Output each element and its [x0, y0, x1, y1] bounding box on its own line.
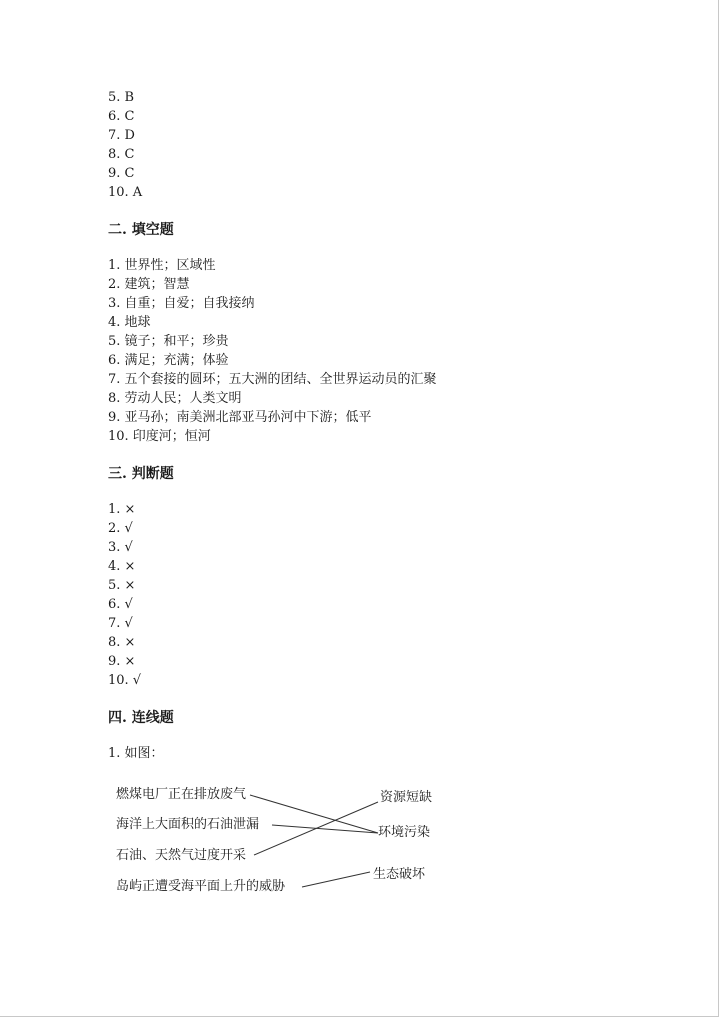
answer-line: 2. 建筑；智慧	[108, 277, 190, 292]
answer-line: 4. ×	[108, 559, 136, 574]
answer-line: 3. √	[108, 540, 133, 555]
connection-line	[250, 795, 378, 833]
answer-line: 1. ×	[108, 502, 136, 517]
answer-line: 3. 自重；自爱；自我接纳	[108, 296, 255, 311]
answer-line: 8. C	[108, 147, 135, 162]
left-item: 岛屿正遭受海平面上升的威胁	[116, 879, 286, 894]
matching-intro: 1. 如图：	[108, 746, 164, 761]
left-item: 石油、天然气过度开采	[116, 848, 247, 863]
right-item: 资源短缺	[380, 790, 433, 805]
section-heading-fill-in: 二. 填空题	[108, 222, 174, 238]
connection-line	[302, 872, 370, 887]
answer-line: 10. 印度河；恒河	[108, 429, 211, 444]
answer-line: 7. D	[108, 128, 135, 143]
answer-line: 7. √	[108, 616, 133, 631]
answer-line: 9. ×	[108, 654, 136, 669]
answer-line: 8. 劳动人民；人类文明	[108, 391, 242, 406]
answer-sheet	[108, 88, 668, 763]
connection-line	[254, 802, 378, 855]
answer-line: 6. 满足；充满；体验	[108, 353, 229, 368]
answer-line: 4. 地球	[108, 315, 151, 330]
left-item: 海洋上大面积的石油泄漏	[116, 817, 260, 832]
answer-line: 5. 镜子；和平；珍贵	[108, 334, 229, 349]
left-item: 燃煤电厂正在排放废气	[116, 787, 247, 802]
answer-line: 10. √	[108, 673, 142, 688]
connection-line	[272, 825, 378, 833]
answer-line: 5. B	[108, 90, 135, 105]
answer-line: 6. √	[108, 597, 133, 612]
answer-line: 2. √	[108, 521, 133, 536]
section-heading-matching: 四. 连线题	[108, 710, 174, 726]
answer-line: 5. ×	[108, 578, 136, 593]
matching-diagram	[108, 775, 468, 905]
section-true-false	[108, 500, 668, 690]
section-one-tail	[108, 88, 668, 202]
right-item: 生态破坏	[373, 867, 426, 882]
answer-line: 6. C	[108, 109, 135, 124]
answer-line: 9. 亚马孙；南美洲北部亚马孙河中下游；低平	[108, 410, 372, 425]
answer-line: 9. C	[108, 166, 135, 181]
section-fill-in	[108, 256, 668, 446]
answer-line: 1. 世界性；区域性	[108, 258, 216, 273]
section-heading-true-false: 三. 判断题	[108, 466, 174, 482]
answer-line: 10. A	[108, 185, 143, 200]
right-item: 环境污染	[378, 825, 431, 840]
answer-line: 8. ×	[108, 635, 136, 650]
answer-line: 7. 五个套接的圆环；五大洲的团结、全世界运动员的汇聚	[108, 372, 437, 387]
